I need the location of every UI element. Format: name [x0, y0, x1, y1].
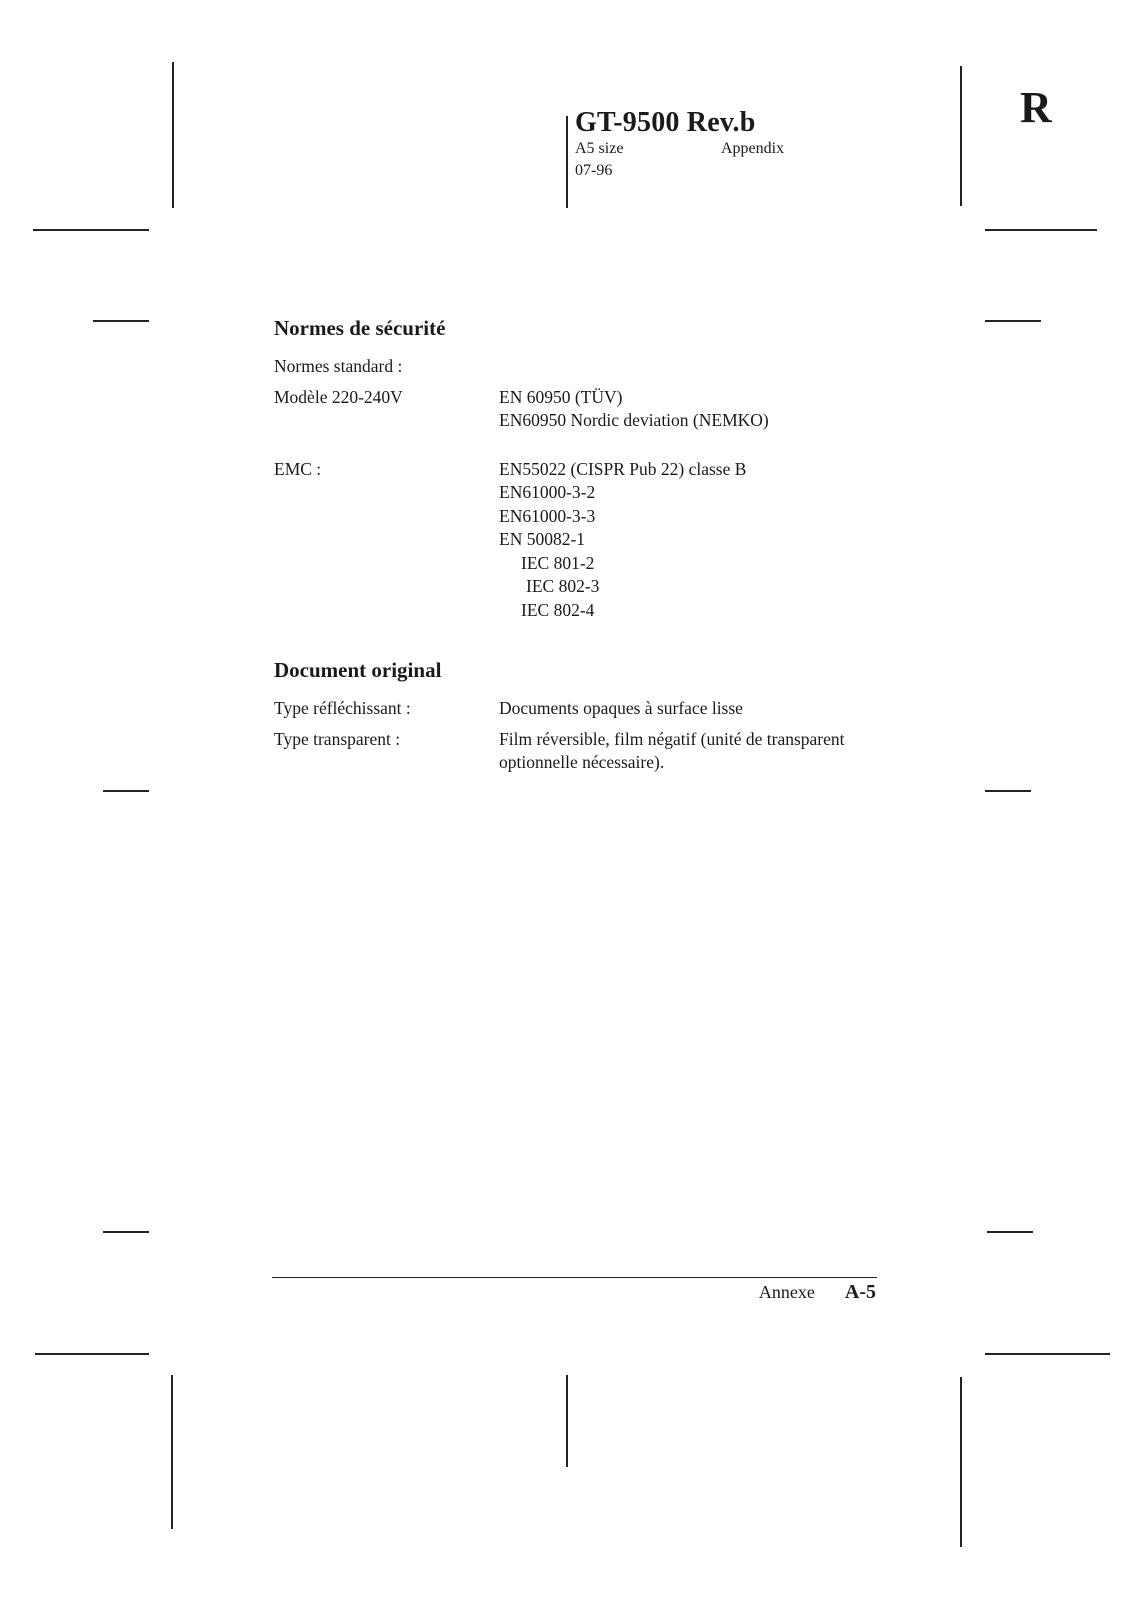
registration-mark-right-middle — [985, 790, 1031, 792]
crop-mark-top-left-vertical — [172, 62, 174, 208]
spec-value — [499, 458, 884, 623]
section-heading-original-document: Document original — [274, 658, 442, 682]
crop-mark-top-right-horizontal — [985, 229, 1097, 231]
section-label: Appendix — [721, 140, 785, 157]
spec-row-standards — [274, 355, 884, 379]
page-content — [274, 316, 884, 775]
page-number: A-5 — [844, 1281, 876, 1303]
spec-value — [499, 728, 884, 775]
spec-row-model — [274, 386, 884, 433]
spec-value-line: EN60950 Nordic deviation (NEMKO) — [499, 410, 769, 430]
spec-value-line: EN 60950 (TÜV) — [499, 386, 623, 407]
revision-date: 07-96 — [575, 162, 613, 179]
header-size-line — [575, 138, 785, 160]
spec-value-line: IEC 802-3 — [526, 576, 600, 596]
registration-mark-left-lower — [103, 1231, 149, 1233]
spec-value-line: Documents opaques à surface lisse — [499, 698, 743, 718]
crop-mark-top-center-vertical — [566, 116, 568, 208]
spec-value-line: EN 50082-1 — [499, 529, 586, 549]
crop-mark-bottom-left-horizontal — [35, 1353, 149, 1355]
crop-mark-bottom-right-horizontal — [985, 1353, 1110, 1355]
footer-rule — [272, 1277, 877, 1278]
model-title: GT-9500 Rev.b — [575, 107, 756, 138]
spec-label: Modèle 220-240V — [274, 386, 403, 407]
spec-value-line: IEC 802-4 — [521, 599, 595, 620]
spec-value-line: IEC 801-2 — [521, 552, 595, 573]
spec-row-reflective — [274, 697, 884, 721]
corner-letter: R — [1020, 83, 1052, 132]
spec-value-line: EN55022 (CISPR Pub 22) classe B — [499, 458, 747, 479]
spec-label: Type transparent : — [274, 728, 401, 749]
crop-mark-bottom-center-vertical — [566, 1375, 568, 1467]
footer-section-label: Annexe — [758, 1282, 815, 1302]
registration-mark-right-lower — [987, 1231, 1033, 1233]
spec-label: EMC : — [274, 458, 322, 479]
crop-mark-top-left-horizontal — [33, 229, 149, 231]
registration-mark-right-upper — [985, 320, 1041, 322]
registration-mark-left-upper — [93, 320, 149, 322]
spec-row-emc — [274, 458, 884, 623]
document-header — [575, 107, 785, 182]
registration-mark-left-middle — [103, 790, 149, 792]
crop-mark-top-right-vertical — [960, 66, 962, 206]
page-footer — [759, 1281, 876, 1304]
spec-value-line: optionnelle nécessaire). — [499, 752, 665, 772]
section-heading-safety: Normes de sécurité — [274, 316, 446, 340]
spec-value-line: EN61000-3-3 — [499, 505, 596, 526]
spec-value — [499, 697, 884, 721]
spec-value — [499, 386, 884, 433]
spec-label: Normes standard : — [274, 356, 403, 376]
page-size-label: A5 size — [575, 140, 624, 157]
spec-label: Type réfléchissant : — [274, 698, 411, 718]
spec-value-line: EN61000-3-2 — [499, 482, 596, 502]
crop-mark-bottom-left-vertical — [171, 1375, 173, 1529]
spec-value-line: Film réversible, film négatif (unité de transparent — [499, 728, 845, 749]
crop-mark-bottom-right-vertical — [960, 1377, 962, 1547]
spec-value — [499, 355, 884, 379]
spec-row-transparent — [274, 728, 884, 775]
